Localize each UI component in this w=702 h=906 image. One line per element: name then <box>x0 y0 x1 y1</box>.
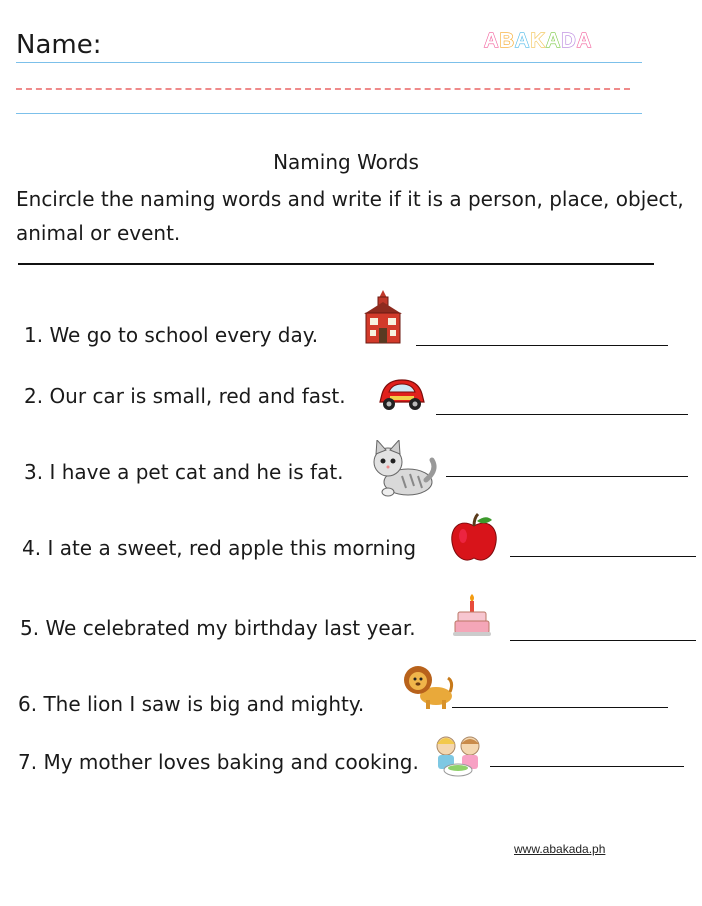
logo-letter: A <box>484 30 500 52</box>
question-6-text: 6. The lion I saw is big and mighty. <box>18 692 365 716</box>
answer-line-7[interactable] <box>490 766 684 767</box>
worksheet-title: Naming Words <box>273 150 419 174</box>
logo-letter: B <box>499 30 515 52</box>
answer-line-1[interactable] <box>416 345 668 346</box>
cooking-kids-icon <box>428 732 488 778</box>
website-link[interactable]: www.abakada.ph <box>514 842 606 856</box>
name-label: Name: <box>16 30 102 60</box>
logo-letter: A <box>545 30 562 52</box>
answer-line-6[interactable] <box>452 707 668 708</box>
question-7-text: 7. My mother loves baking and cooking. <box>18 750 419 774</box>
logo-letter: D <box>561 30 577 52</box>
answer-line-2[interactable] <box>436 414 688 415</box>
name-writing-line-bottom <box>16 113 642 114</box>
answer-line-3[interactable] <box>446 476 688 477</box>
question-2-text: 2. Our car is small, red and fast. <box>24 384 346 408</box>
lion-icon <box>402 662 454 710</box>
school-icon <box>362 288 404 346</box>
logo-letter: K <box>530 30 546 52</box>
birthday-cake-icon <box>452 592 492 640</box>
worksheet-instructions: Encircle the naming words and write if it is a person, place, object, animal or event. <box>16 187 684 245</box>
name-writing-line-top[interactable] <box>16 62 642 63</box>
abakada-logo <box>484 30 592 53</box>
question-4-text: 4. I ate a sweet, red apple this morning <box>22 536 417 560</box>
question-3-text: 3. I have a pet cat and he is fat. <box>24 460 344 484</box>
question-5-text: 5. We celebrated my birthday last year. <box>20 616 416 640</box>
cat-icon <box>368 440 438 502</box>
apple-icon <box>450 512 498 564</box>
section-divider <box>18 263 654 265</box>
logo-letter: A <box>514 30 531 52</box>
answer-line-5[interactable] <box>510 640 696 641</box>
name-writing-line-middle <box>16 88 630 90</box>
question-1-text: 1. We go to school every day. <box>24 323 319 347</box>
answer-line-4[interactable] <box>510 556 696 557</box>
logo-letter: A <box>576 30 593 52</box>
car-icon <box>376 372 428 414</box>
